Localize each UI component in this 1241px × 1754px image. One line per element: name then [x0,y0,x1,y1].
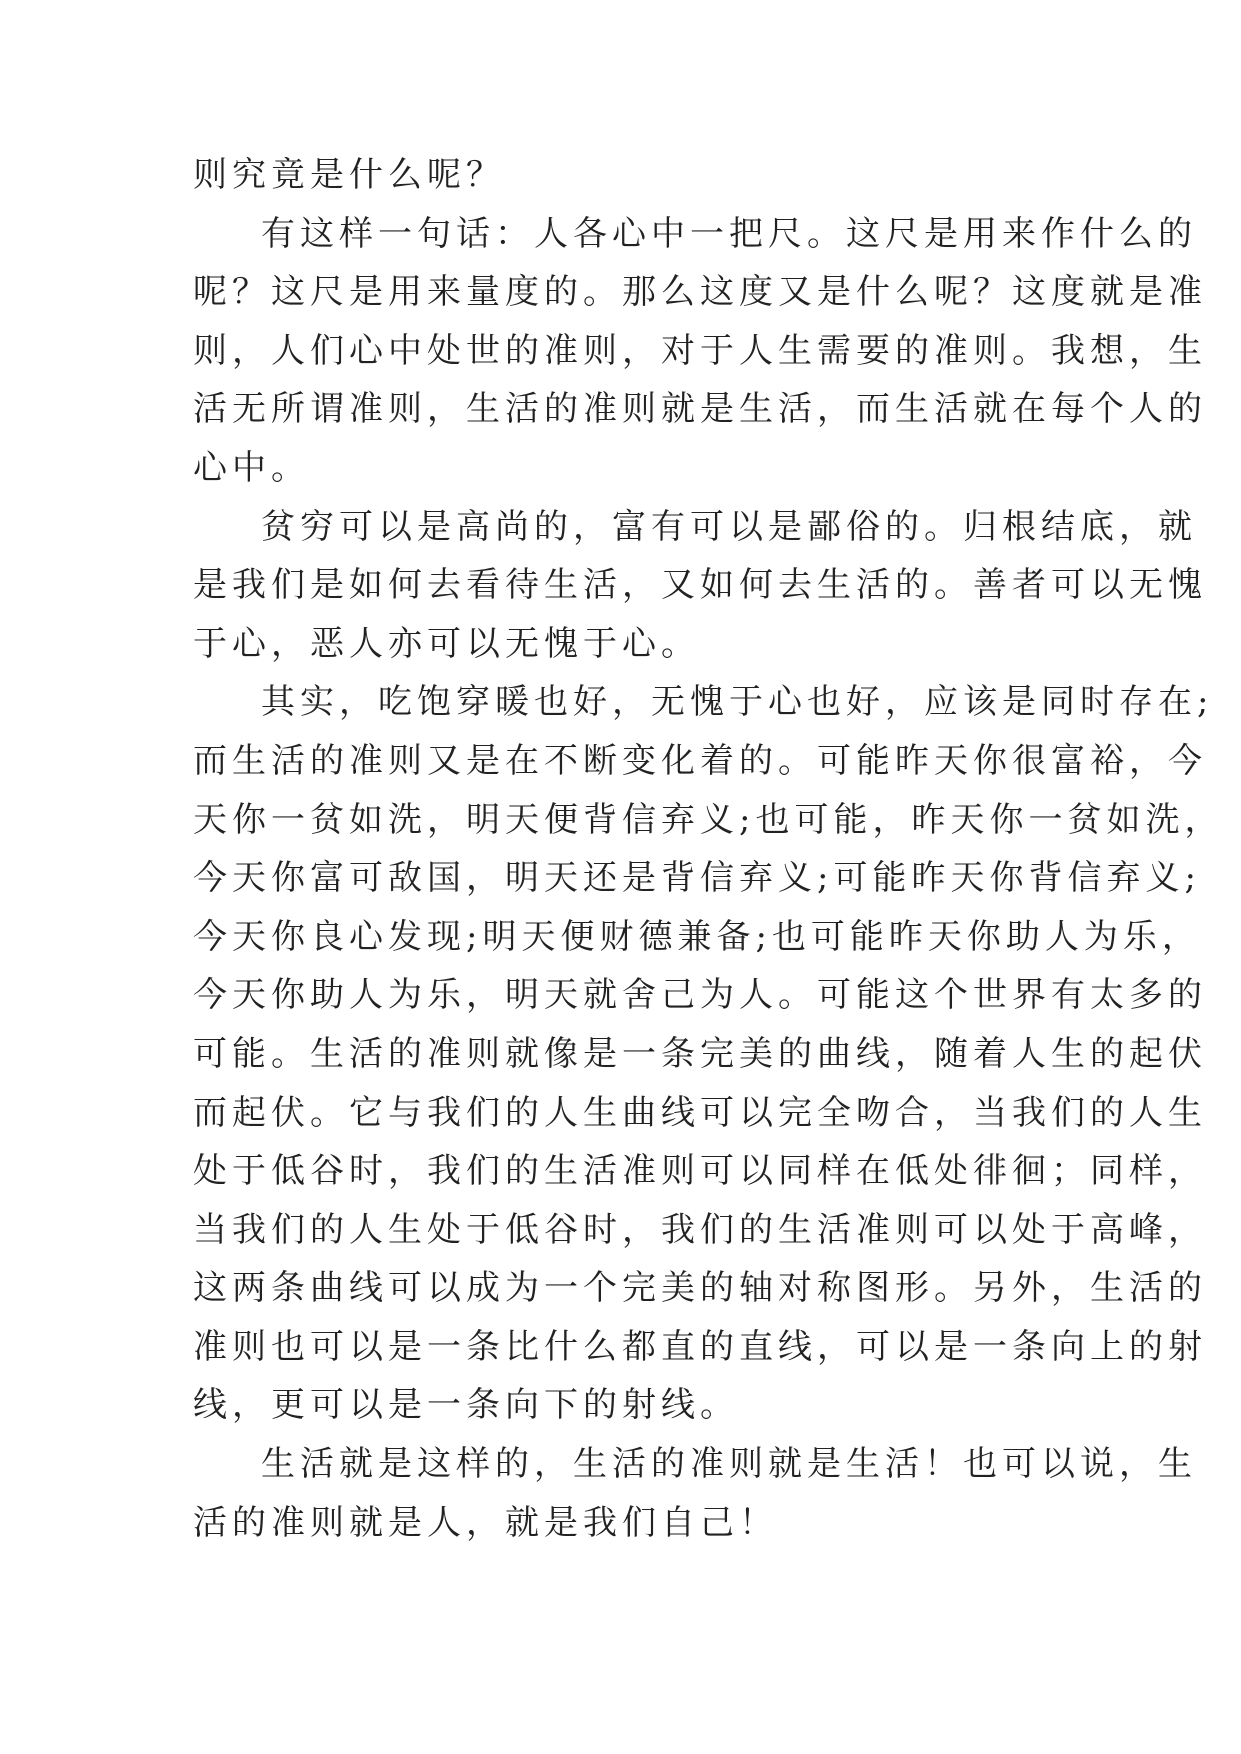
text-line: 今天你富可敌国，明天还是背信弃义;可能昨天你背信弃义; [193,858,1201,899]
text-line: 而生活的准则又是在不断变化着的。可能昨天你很富裕，今 [193,740,1207,781]
text-line: 则究竟是什么呢？ [193,155,505,195]
text-line: 这两条曲线可以成为一个完美的轴对称图形。另外，生活的 [193,1268,1207,1309]
text-line: 活无所谓准则，生活的准则就是生活，而生活就在每个人的 [193,389,1207,430]
paragraph-start-line: 有这样一句话：人各心中一把尺。这尺是用来作什么的 [261,213,1197,254]
text-line: 于心，恶人亦可以无愧于心。 [193,623,700,664]
text-line: 心中。 [193,447,310,488]
text-line: 准则也可以是一条比什么都直的直线，可以是一条向上的射 [193,1326,1207,1367]
text-line: 当我们的人生处于低谷时，我们的生活准则可以处于高峰， [193,1209,1207,1250]
paragraph-start-line: 其实，吃饱穿暖也好，无愧于心也好，应该是同时存在; [261,682,1214,723]
text-line: 今天你助人为乐，明天就舍己为人。可能这个世界有太多的 [193,975,1207,1016]
body-text [193,155,1224,1564]
text-line: 处于低谷时，我们的生活准则可以同样在低处徘徊；同样， [193,1151,1207,1192]
text-line: 可能。生活的准则就像是一条完美的曲线，随着人生的起伏 [193,1033,1207,1074]
text-line: 是我们是如何去看待生活，又如何去生活的。善者可以无愧 [193,565,1207,606]
text-line: 线，更可以是一条向下的射线。 [193,1385,739,1426]
text-line: 则，人们心中处世的准则，对于人生需要的准则。我想，生 [193,330,1207,371]
text-line: 天你一贫如洗，明天便背信弃义;也可能，昨天你一贫如洗， [193,799,1224,840]
paragraph-start-line: 生活就是这样的，生活的准则就是生活！也可以说，生 [261,1444,1197,1485]
text-line: 呢？这尺是用来量度的。那么这度又是什么呢？这度就是准 [193,272,1207,313]
text-line: 而起伏。它与我们的人生曲线可以完全吻合，当我们的人生 [193,1092,1207,1133]
text-line: 活的准则就是人，就是我们自己！ [193,1502,778,1543]
text-line: 今天你良心发现;明天便财德兼备;也可能昨天你助人为乐， [193,916,1201,957]
paragraph-start-line: 贫穷可以是高尚的，富有可以是鄙俗的。归根结底，就 [261,506,1197,547]
